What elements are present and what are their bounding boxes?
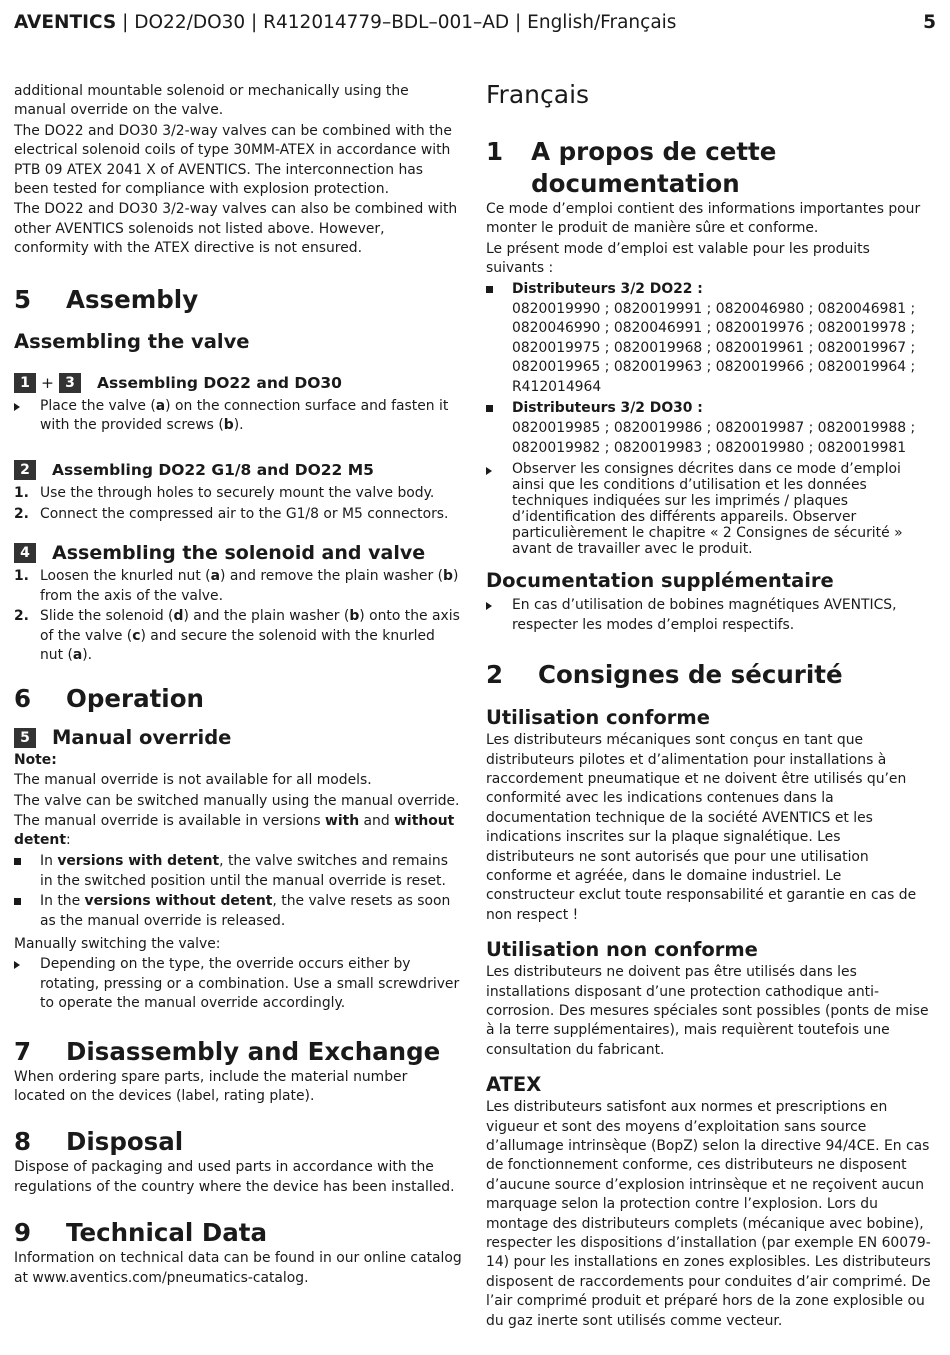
language-title: Français: [486, 80, 590, 109]
english-column: [14, 82, 462, 1289]
note-label: Note:: [14, 752, 57, 769]
paragraph: Le présent mode d’emploi est valable pour les produits suivants :: [486, 240, 870, 277]
section-title: A propos de cette documentation: [531, 137, 777, 198]
product-codes-do22: 0820019990 ; 0820019991 ; 0820046980 ; 0820046981 ; 0820046990 ; 0820046991 ; 0820019976 ; 0820019978 ; 0820019975 ; 0820019968 ; 0820019961 ; 0820019967 ; 0820019965 ; 0820019963 ; 0820019966 ; 0820019964 ; R412014964: [512, 301, 916, 395]
action-step: Depending on the type, the override occurs either by rotating, pressing or a combination. Use a small screwdriver to operate the manual override accordingly.: [14, 955, 462, 1013]
section-title: Disassembly and Exchange: [66, 1036, 441, 1066]
action-arrow-icon: [14, 403, 20, 411]
figure-number-badge: 5: [14, 728, 36, 748]
section-number: 1: [486, 137, 504, 166]
paragraph: The valve can be switched manually using the manual override. The manual override is available in versions with and without detent:: [14, 793, 460, 848]
bullet-item: Distributeurs 3/2 DO30 :: [486, 399, 932, 418]
note-text: The manual override is not available for all models.: [14, 771, 372, 788]
section-number: 5: [14, 284, 32, 314]
bullet-square-icon: [14, 898, 21, 905]
figure-number-badge: 2: [14, 460, 36, 480]
figure-title: Assembling the solenoid and valve: [52, 542, 426, 565]
section-number: 9: [14, 1218, 32, 1248]
section-number: 6: [14, 684, 32, 714]
page-header: [14, 12, 936, 38]
figure-heading: [14, 372, 462, 394]
figure-heading: [14, 542, 462, 564]
plus-sign: +: [41, 373, 54, 392]
action-arrow-icon: [486, 602, 492, 610]
section-number: 8: [14, 1127, 32, 1157]
bullet-item: In the versions without detent, the valve resets as soon as the manual override is released.: [14, 892, 462, 931]
section-heading-technical-data: [14, 1217, 462, 1249]
section-title: Disposal: [66, 1127, 184, 1157]
intro-paragraph: The DO22 and DO30 3/2-way valves can be combined with the electrical solenoid coils of type 30MM-ATEX in accordance with PTB 09 ATEX 2041 X of AVENTICS. The interconnection has been tested for compliance with explosion protection.: [14, 122, 452, 198]
paragraph: Les distributeurs mécaniques sont conçus en tant que distributeurs pilotes et d’alimentation pour installations à raccordement pneumatique et ne doivent être utilisés qu’en conformité avec les indications contenues dans la documentation technique de la société AVENTICS et les indications inscrites sur la plaque signalétique. Les distributeurs ne sont autorisés que pour une utilisation conforme et agréée, dans le domaine industriel. Le constructeur exclut toute responsabilité et garantie en cas de non respect !: [486, 732, 917, 923]
paragraph: Information on technical data can be found in our online catalog at www.aventics.com/pneumatics-catalog.: [14, 1250, 462, 1286]
section-number: 2: [486, 660, 504, 690]
figure-number-badge: 1: [14, 373, 36, 393]
section-heading-safety: [486, 659, 932, 691]
subsection-heading: Documentation supplémentaire: [486, 569, 834, 593]
figure-heading: [14, 727, 462, 749]
paragraph: Les distributeurs satisfont aux normes et prescriptions en vigueur et sont des moyens d’exploitation sans source d’allumage intrinsèque (BopZ) selon la directive 94/4CE. En cas de fonctionnement conforme, ces distributeurs ne disposent d’aucune source d’explosion intrinsèque et ne reçoivent aucun marquage selon la protection contre l’explosion. Lors du montage des distributeurs complets (mécanique avec bobine), respecter les dispositions d’installation (par exemple EN 60079-14) pour les installations en zones explosibles. Les distributeurs disposent de raccordements pour conduites d’air comprimé. De l’air comprimé produit et préparé hors de la zone explosible ou du gaz inerte sont utilisés comme vecteur.: [486, 1099, 931, 1329]
action-step: En cas d’utilisation de bobines magnétiques AVENTICS, respecter les modes d’emploi respectifs.: [486, 596, 932, 635]
numbered-step: 2. Connect the compressed air to the G1/8 or M5 connectors.: [14, 505, 449, 522]
intro-paragraph: additional mountable solenoid or mechanically using the manual override on the valve.: [14, 83, 409, 119]
section-title: Consignes de sécurité: [538, 660, 843, 690]
section-heading-disposal: [14, 1126, 462, 1158]
numbered-step: 1. Loosen the knurled nut (a) and remove the plain washer (b) from the axis of the valve.: [14, 568, 459, 604]
figure-title: Assembling DO22 G1/8 and DO22 M5: [52, 461, 374, 480]
bullet-item: In versions with detent, the valve switches and remains in the switched position until the manual override is reset.: [14, 852, 462, 891]
paragraph: Ce mode d’emploi contient des informations importantes pour monter le produit de manière sûre et conforme.: [486, 201, 921, 237]
action-step: Observer les consignes décrites dans ce mode d’emploi ainsi que les conditions d’utilisation et les données techniques indiquées sur les imprimés / plaques d’identification des différents appareils. Observer particulièrement le chapitre « 2 Consignes de sécurité » avant de travailler avec le produit.: [486, 461, 932, 557]
subsection-heading: Utilisation non conforme: [486, 938, 758, 962]
numbered-step: 2. Slide the solenoid (d) and the plain washer (b) onto the axis of the valve (c) and secure the solenoid with the knurled nut (a).: [14, 608, 460, 663]
section-title: Operation: [66, 684, 204, 714]
paragraph: Dispose of packaging and used parts in accordance with the regulations of the country where the device has been installed.: [14, 1159, 455, 1195]
action-arrow-icon: [14, 961, 20, 969]
bullet-square-icon: [14, 858, 21, 865]
action-arrow-icon: [486, 467, 492, 475]
section-heading-documentation: [486, 136, 932, 200]
section-number: 7: [14, 1036, 32, 1066]
french-column: [486, 82, 932, 1332]
subsection-heading: Utilisation conforme: [486, 706, 710, 730]
action-step: Place the valve (a) on the connection surface and fasten it with the provided screws (b).: [14, 397, 462, 436]
numbered-step: 1. Use the through holes to securely mount the valve body.: [14, 485, 435, 502]
page-number: 5: [923, 12, 936, 33]
paragraph: When ordering spare parts, include the material number located on the devices (label, rating plate).: [14, 1068, 408, 1104]
product-codes-do30: 0820019985 ; 0820019986 ; 0820019987 ; 0820019988 ; 0820019982 ; 0820019983 ; 0820019980 ; 0820019981: [512, 420, 916, 456]
figure-number-badge: 3: [59, 373, 81, 393]
section-title: Technical Data: [66, 1218, 267, 1248]
figure-number-badge: 4: [14, 543, 36, 563]
section-heading-operation: [14, 683, 462, 715]
header-document-info: | DO22/DO30 | R412014779–BDL–001–AD | English/Français: [116, 12, 677, 33]
subsection-heading: Assembling the valve: [14, 329, 250, 353]
subsection-heading: ATEX: [486, 1073, 542, 1097]
paragraph: Manually switching the valve:: [14, 935, 221, 952]
bullet-square-icon: [486, 286, 493, 293]
figure-title: Manual override: [52, 726, 232, 750]
intro-paragraph: The DO22 and DO30 3/2-way valves can also be combined with other AVENTICS solenoids not listed above. However, conformity with the ATEX directive is not ensured.: [14, 201, 458, 257]
section-title: Assembly: [66, 284, 199, 314]
figure-title: Assembling DO22 and DO30: [97, 373, 342, 392]
figure-heading: [14, 459, 462, 481]
section-heading-disassembly: [14, 1036, 462, 1068]
brand-name: AVENTICS: [14, 12, 117, 33]
bullet-item: Distributeurs 3/2 DO22 :: [486, 280, 932, 299]
section-heading-assembly: [14, 284, 462, 316]
paragraph: Les distributeurs ne doivent pas être utilisés dans les installations disposant d’une protection cathodique anti-corrosion. Des mesures spéciales sont possibles (ponts de mise à la terre supplémentaires), mais requièrent toutefois une consultation du fabricant.: [486, 964, 929, 1058]
bullet-square-icon: [486, 405, 493, 412]
